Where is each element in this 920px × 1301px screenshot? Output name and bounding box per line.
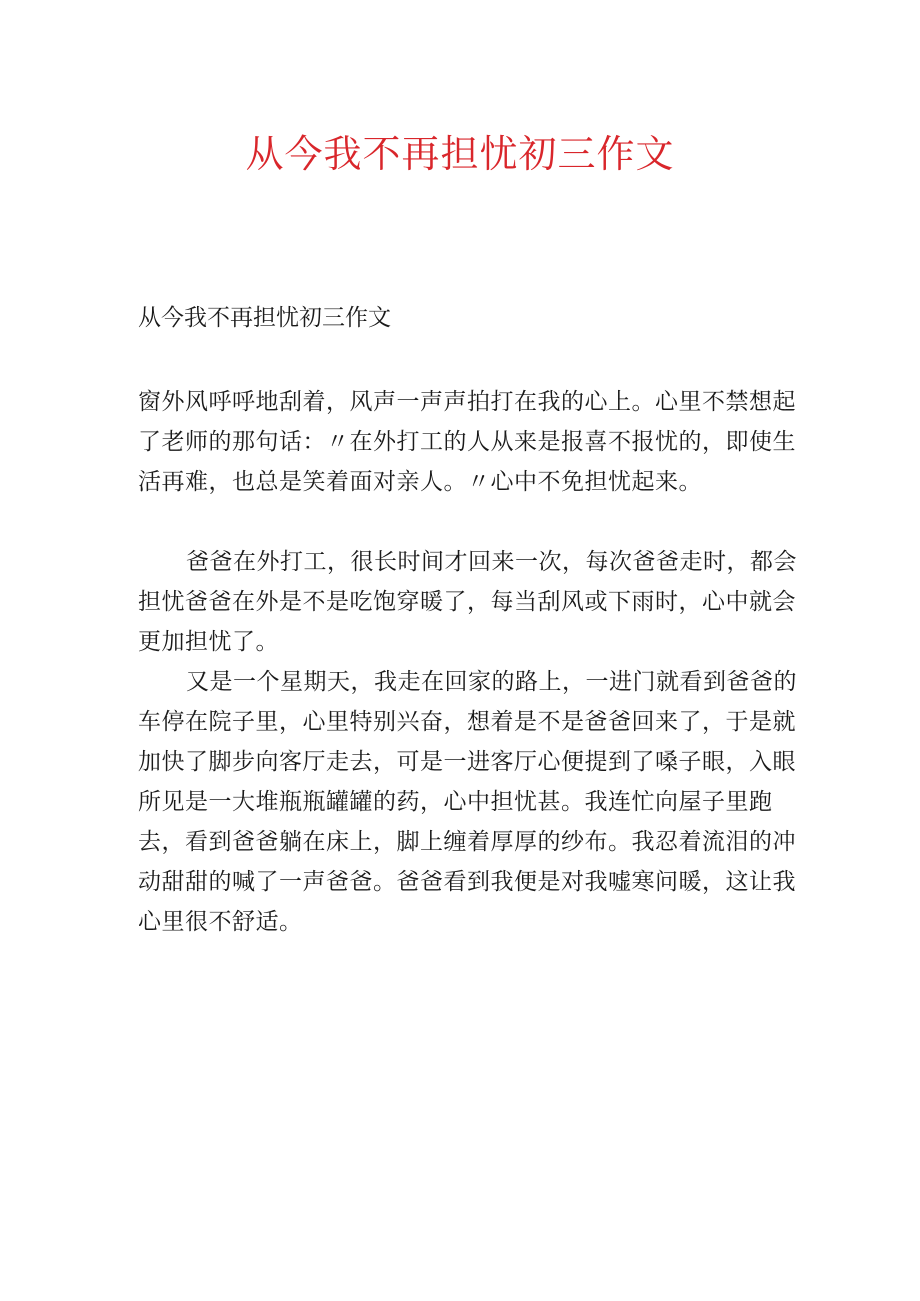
paragraph-2: 爸爸在外打工，很长时间才回来一次，每次爸爸走时，都会担忧爸爸在外是不是吃饱穿暖了，每当刮风或下雨时，心中就会更加担忧了。 — [138, 549, 797, 655]
paragraph-3: 又是一个星期天，我走在回家的路上，一进门就看到爸爸的车停在院子里，心里特别兴奋，想着是不是爸爸回来了，于是就加快了脚步向客厅走去，可是一进客厅心便提到了嗓子眼，入眼所见是一大堆瓶瓶罐罐的药，心中担忧甚。我连忙向屋子里跑去，看到爸爸躺在床上，脚上缠着厚厚的纱布。我忍着流泪的冲动甜甜的喊了一声爸爸。爸爸看到我便是对我嘘寒问暖，这让我心里很不舒适。 — [138, 669, 797, 935]
document-body — [138, 300, 798, 942]
paragraph-1: 窗外风呼呼地刮着，风声一声声拍打在我的心上。心里不禁想起了老师的那句话：〃在外打工的人从来是报喜不报忧的，即使生活再难，也总是笑着面对亲人。〃心中不免担忧起来。 — [138, 389, 796, 495]
document-subtitle: 从今我不再担忧初三作文 — [138, 305, 391, 331]
document-title: 从今我不再担忧初三作文 — [245, 132, 675, 176]
